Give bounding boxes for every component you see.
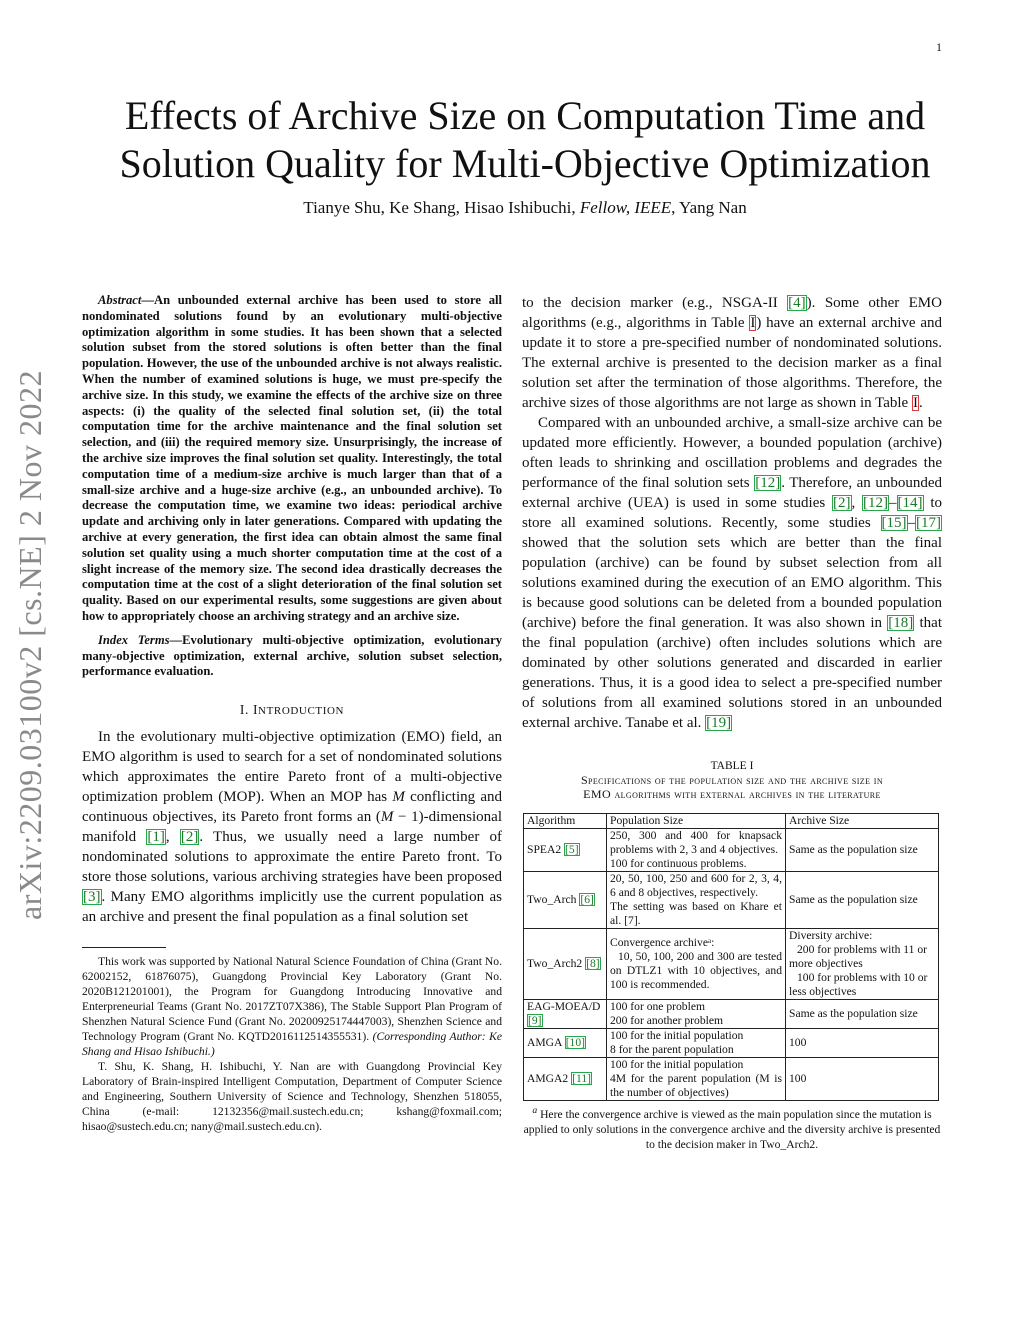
cell-archive: Same as the population size	[786, 1000, 939, 1029]
cell-algorithm: AMGA2 [11]	[524, 1058, 607, 1101]
right-column	[522, 293, 942, 1152]
abstract-label: Abstract	[98, 293, 142, 307]
footnote-affiliation: T. Shu, K. Shang, H. Ishibuchi, Y. Nan are with Guangdong Provincial Key Laboratory of Brain-inspired Intelligent Computation, Department of Computer Science and Engineering, Southern University of Science and Technology, Shenzhen 518055, China (e-mail: 12132356@mail.sustech.edu.cn; kshang@foxmail.com; hisao@sustech.edu.cn; nany@mail.sustech.edu.cn).	[82, 1060, 502, 1134]
table-row	[524, 829, 939, 872]
citation-link[interactable]: [1]	[147, 829, 165, 846]
citation-link[interactable]: [5]	[565, 843, 579, 856]
abstract-text: An unbounded external archive has been used to store all nondominated solutions found by an evolutionary multi-objective optimization algorithm in some studies. It has been shown that a selected solution subset from the stored solutions is often better than the final population. However, the use of the unbounded archive is not always realistic. When the number of examined solutions is huge, we must pre-specify the archive size. In this study, we examine the effects of the archive size on three aspects: (i) the quality of the selected final solution set, (ii) the total computation time for the archive maintenance and the final solution set selection, and (iii) the required memory size. Unsurprisingly, the increase of the archive size improves the final solution set quality. Interestingly, the total computation time of a medium-size archive is much larger than that of a small-size archive and a huge-size archive (e.g., an unbounded archive). To decrease the computation time, we examine two ideas: periodical archive update and archiving only in later generations. Compared with updating the archive at every generation, the first idea can obtain almost the same final solution set quality using a much shorter computation time at the cost of a slight increase of the memory size. The second idea drastically decreases the computation time at the cost of a slight deterioration of the final solution set quality. Based on our experimental results, some suggestions are given about how to appropriately choose an archiving strategy and an archive size.	[82, 293, 502, 623]
author-names: Tianye Shu, Ke Shang, Hisao Ishibuchi,	[303, 198, 580, 217]
table-row	[524, 872, 939, 929]
citation-link[interactable]: [19]	[706, 715, 732, 731]
citation-link[interactable]: [12]	[863, 495, 889, 511]
cell-algorithm: AMGA [10]	[524, 1029, 607, 1058]
citation-link[interactable]: [14]	[897, 495, 923, 511]
citation-link[interactable]: [6]	[580, 893, 594, 906]
index-terms: Index Terms—Evolutionary multi-objective optimization, evolutionary many-objective optimization, external archive, solution subset selection, performance evaluation.	[82, 632, 502, 679]
index-terms-text: Evolutionary multi-objective optimization, evolutionary many-objective optimization, external archive, solution subset selection, performance evaluation.	[82, 632, 502, 679]
cell-population: 20, 50, 100, 250 and 600 for 2, 3, 4, 6 and 8 objectives, respectively. The setting was based on Khare et al. [7].	[607, 872, 786, 929]
citation-link[interactable]: [17]	[916, 515, 941, 531]
table-row	[524, 1058, 939, 1101]
table-ref-link[interactable]: I	[750, 315, 756, 331]
index-terms-label: Index Terms	[98, 632, 170, 647]
arxiv-stamp: arXiv:2209.03100v2 [cs.NE] 2 Nov 2022	[12, 370, 48, 920]
citation-link[interactable]: [9]	[528, 1014, 542, 1027]
table-footnote-mark: a	[532, 1105, 538, 1116]
table-footnote: $^a$ Here the convergence archive is viewed as the main population since the mutation is applied to only solutions in the convergence archive and the diversity archive is presented to the decision maker in Two_Arch2.	[523, 1105, 941, 1151]
cell-archive: Same as the population size	[786, 872, 939, 929]
citation-link[interactable]: [2]	[833, 495, 851, 511]
citation-link[interactable]: [15]	[881, 515, 907, 531]
cell-algorithm: SPEA2 [5]	[524, 829, 607, 872]
table-caption-line-1: Specifications of the population size and the archive size in	[580, 773, 884, 787]
cell-population: Convergence archiveᵃ: 10, 50, 100, 200 and 300 are tested on DTLZ1 with 10 objectives, and 100 is recommended.	[607, 929, 786, 1000]
cell-population: 100 for the initial population 4M for the parent population (M is the number of objectives)	[607, 1058, 786, 1101]
table-label: TABLE I	[710, 760, 754, 772]
author-list	[60, 198, 990, 218]
cell-population: 100 for one problem 200 for another problem	[607, 1000, 786, 1029]
fellow-title: Fellow, IEEE	[579, 198, 672, 217]
title-line-1: Effects of Archive Size on Computation Time and	[124, 93, 926, 138]
table-row	[524, 1000, 939, 1029]
left-column	[82, 293, 502, 1134]
citation-link[interactable]: [11]	[572, 1072, 592, 1085]
paper-title	[60, 92, 990, 188]
cell-archive: Same as the population size	[786, 829, 939, 872]
col-header-population: Population Size	[607, 814, 786, 829]
cell-population: 250, 300 and 400 for knapsack problems with 2, 3 and 4 objectives. 100 for continuous problems.	[607, 829, 786, 872]
cell-archive: 100	[786, 1029, 939, 1058]
col-header-algorithm: Algorithm	[524, 814, 607, 829]
table-ref-link[interactable]: I	[912, 395, 918, 411]
citation-link[interactable]: [10]	[565, 1036, 586, 1049]
author-last: , Yang Nan	[671, 198, 747, 217]
section-heading-introduction: I. INTRODUCTION	[239, 702, 345, 718]
citation-link[interactable]: [3]	[83, 889, 101, 906]
page-number: 1	[936, 40, 942, 54]
table-row	[524, 929, 939, 1000]
footnote-divider	[82, 947, 166, 948]
citation-link[interactable]: [18]	[888, 615, 914, 631]
intro-paragraph-2: Compared with an unbounded archive, a small-size archive can be updated more efficiently. However, a bounded population (archive) often leads to shrinking and oscillation problems and degrades the performance of the final solution sets [12]. Therefore, an unbounded external archive (UEA) is used in some studies [2], [12]–[14] to store all examined solutions. Recently, some studies [15]–[17] showed that the solution sets which are better than the final population (archive) can be found by subset selection from all solutions examined during the execution of an EMO algorithm. This is because good solutions can be deleted from a bounded population (archive) before the final generation. It was also shown in [18] that the final population (archive) often includes solutions which are dominated by other solutions generated and discarded in earlier generations. Thus, it is a good idea to select a pre-specified number of solutions from all examined solutions stored in an unbounded external archive. Tanabe et al. [19]	[522, 415, 942, 731]
table-caption-line-2: EMO algorithms with external archives in the literature	[583, 787, 881, 801]
title-line-2: Solution Quality for Multi-Objective Optimization	[119, 141, 931, 186]
citation-link[interactable]: [8]	[586, 957, 600, 970]
col-header-archive: Archive Size	[786, 814, 939, 829]
intro-paragraph-continued: to the decision marker (e.g., NSGA-II [4]). Some other EMO algorithms (e.g., algorithms in Table I) have an external archive and update it to store a pre-specified number of nondominated solutions. The external archive is presented to the decision marker as a final solution set after the termination of those algorithms. Therefore, the archive sizes of those algorithms are not large as shown in Table I.	[522, 295, 942, 411]
cell-algorithm: Two_Arch2 [8]	[524, 929, 607, 1000]
abstract: Abstract—An unbounded external archive has been used to store all nondominated solutions found by an evolutionary multi-objective optimization algorithm in some studies. It has been shown that a selected solution subset from the stored solutions is often better than the final population. However, the use of the unbounded archive is not always realistic. When the number of examined solutions is huge, we must pre-specify the archive size. In this study, we examine the effects of the archive size on three aspects: (i) the quality of the selected final solution set, (ii) the total computation time for the archive maintenance and the final solution set selection, and (iii) the required memory size. Unsurprisingly, the increase of the archive size improves the final solution set quality. Interestingly, the total computation time of a medium-size archive is much larger than that of a small-size archive and a huge-size archive (e.g., an unbounded archive). To decrease the computation time, we examine two ideas: periodical archive update and archiving only in later generations. Compared with updating the archive at every generation, the first idea can obtain almost the same final solution set quality using a much shorter computation time at the cost of a slight increase of the memory size. The second idea drastically decreases the computation time at the cost of a slight deterioration of the final solution set quality. Based on our experimental results, some suggestions are given about how to appropriately choose an archiving strategy and an archive size.	[82, 293, 502, 623]
table-row	[524, 1029, 939, 1058]
citation-link[interactable]: [4]	[788, 295, 806, 311]
cell-algorithm: EAG-MOEA/D [9]	[524, 1000, 607, 1029]
cell-population: 100 for the initial population 8 for the parent population	[607, 1029, 786, 1058]
table-caption	[522, 759, 942, 801]
footnote-funding: This work was supported by National Natural Science Foundation of China (Grant No. 62002152, 61876075), Guangdong Provincial Key Laboratory (Grant No. 2020B121201001), the Program for Guangdong Introducing Innovative and Enterpreneurial Teams (Grant No. 2017ZT07X386), The Stable Support Plan Program of Shenzhen Natural Science Fund (Grant No. 20200925174447003), Shenzhen Science and Technology Program (Grant No. KQTD2016112514355531). (Corresponding Author: Ke Shang and Hisao Ishibuchi.)	[82, 955, 502, 1059]
spec-table	[523, 813, 939, 1101]
cell-algorithm: Two_Arch [6]	[524, 872, 607, 929]
table-header-row	[524, 814, 939, 829]
cell-archive: 100	[786, 1058, 939, 1101]
citation-link[interactable]: [12]	[755, 475, 781, 491]
cell-archive: Diversity archive: 200 for problems with 11 or more objectives 100 for problems with 10 or less objectives	[786, 929, 939, 1000]
citation-link[interactable]: [2]	[180, 829, 199, 846]
intro-paragraph-1: In the evolutionary multi-objective optimization (EMO) field, an EMO algorithm is used to search for a set of nondominated solutions which approximates the entire Pareto front of a multi-objective optimization problem (MOP). When an MOP has M conflicting and continuous objectives, its Pareto front forms an (M − 1)-dimensional manifold [1], [2]. Thus, we usually need a large number of nondominated solutions to approximate the entire Pareto front. To store those solutions, various archiving strategies have been proposed [3]. Many EMO algorithms implicitly use the current population as an archive and present the final population as a final solution set	[82, 729, 503, 926]
